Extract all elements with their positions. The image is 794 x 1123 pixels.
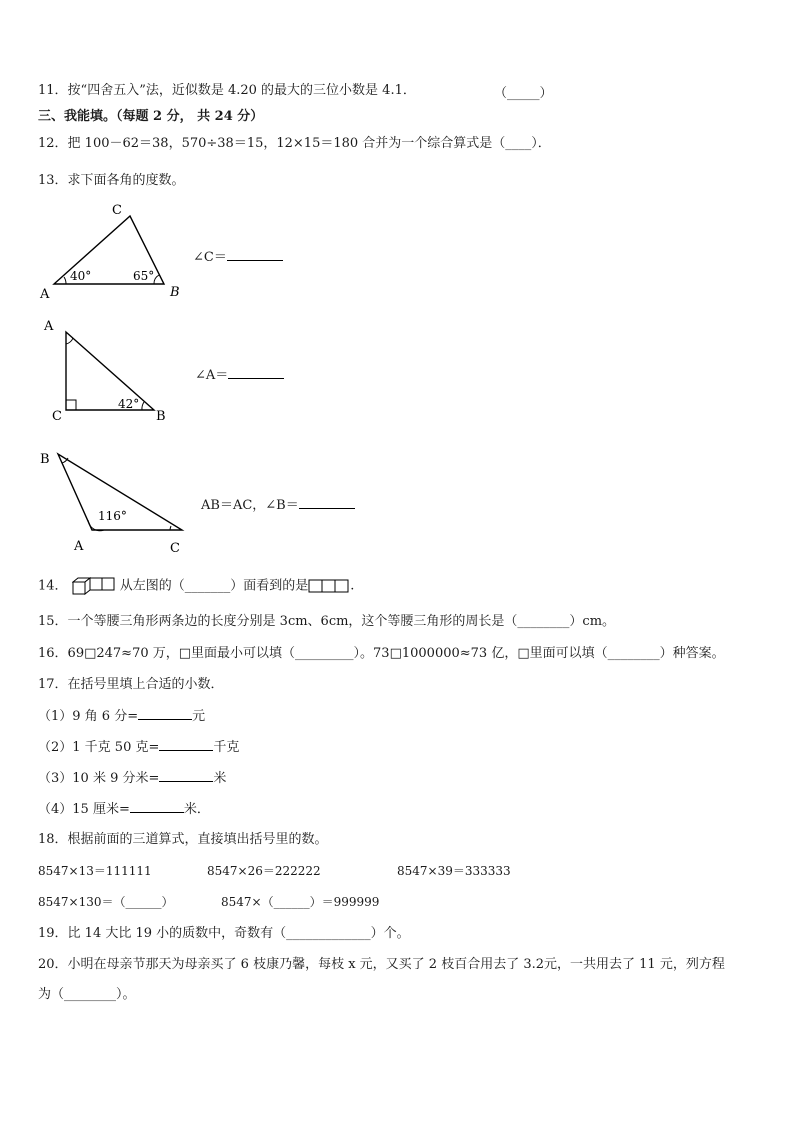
triangle-3-answer-label: AB＝AC，∠B＝ (201, 498, 299, 513)
question-17-item-2: （2）1 千克 50 克= 千克 (38, 740, 240, 755)
triangle-1-figure (36, 198, 196, 302)
question-16: 16．69□247≈70 万，□里面最小可以填（_________）。73□1000000≈73 亿，□里面可以填（________）种答案。 (38, 646, 725, 661)
triangle-3-vertex-b: B (40, 452, 50, 467)
triangle-3-angle-a-label: 116° (98, 509, 127, 523)
triangle-3-vertex-c: C (170, 541, 180, 556)
triangle-3-answer-blank[interactable] (299, 496, 355, 509)
question-14 (38, 577, 354, 596)
question-17-item-1: （1）9 角 6 分= 元 (38, 709, 206, 724)
question-13: 13．求下面各角的度数。 (38, 173, 185, 188)
triangle-2-angle-b-arc (142, 402, 144, 410)
triangle-3-answer (201, 494, 355, 513)
triangle-2-right-angle-mark (66, 400, 76, 410)
triangle-1-angle-a-arc (64, 277, 66, 284)
question-17: 17．在括号里填上合适的小数． (38, 677, 224, 692)
question-17-item-4: （4）15 厘米= 米． (38, 802, 210, 817)
three-squares-view-icon (308, 579, 350, 593)
triangle-1-angle-b-arc (154, 275, 159, 284)
question-17-item-3: （3）10 米 9 分米= 米 (38, 771, 227, 786)
question-11-answer-paren: （_____） (494, 86, 553, 101)
triangle-2-vertex-a: A (44, 319, 54, 334)
triangle-1-vertex-c: C (112, 203, 122, 218)
triangle-3-vertex-a: A (74, 539, 84, 554)
question-18-eq-5: 8547×（______）＝999999 (221, 895, 380, 909)
triangle-1-answer-label: ∠C＝ (193, 250, 227, 265)
question-15: 15．一个等腰三角形两条边的长度分别是 3cm、6cm，这个等腰三角形的周长是（________）cm。 (38, 614, 616, 629)
triangle-1-answer (193, 246, 283, 265)
triangle-1-angle-b-label: 65° (133, 269, 155, 283)
triangle-1-vertex-a: A (40, 287, 50, 302)
question-17-item-4-blank[interactable] (130, 800, 184, 813)
triangle-2-angle-a-arc (66, 338, 73, 344)
question-11-text: 11．按“四舍五入”法，近似数是 4.20 的最大的三位小数是 4.1． (38, 83, 416, 98)
triangle-2-vertex-c: C (52, 409, 62, 424)
question-17-item-1-blank[interactable] (138, 707, 192, 720)
triangle-3-figure (36, 446, 196, 558)
question-18-eq-1: 8547×13＝111111 (38, 864, 152, 878)
question-20-line-2: 为（________）。 (38, 987, 136, 1002)
triangle-2-answer-blank[interactable] (228, 366, 284, 379)
question-18-eq-3: 8547×39＝333333 (397, 864, 511, 878)
triangle-2-shape (66, 332, 154, 410)
triangle-2-answer (195, 364, 284, 383)
triangle-2-angle-b-label: 42° (118, 397, 140, 411)
question-14-number: 14． (38, 578, 68, 594)
question-17-item-2-blank[interactable] (159, 738, 213, 751)
question-20-line-1: 20．小明在母亲节那天为母亲买了 6 枝康乃馨，每枝 x 元，又买了 2 枝百合用去了 3.2元，一共用去了 11 元，列方程 (38, 957, 725, 972)
question-14-suffix: . (350, 578, 355, 594)
triangle-2-vertex-b: B (156, 409, 166, 424)
triangle-2-figure (36, 316, 176, 428)
question-18: 18．根据前面的三道算式，直接填出括号里的数。 (38, 832, 328, 847)
question-14-text: 从左图的（_______）面看到的是 (119, 578, 309, 594)
cube-stack-icon (72, 577, 120, 595)
question-11 (38, 82, 416, 100)
triangle-1-angle-a-label: 40° (70, 269, 92, 283)
question-12: 12．把 100－62＝38，570÷38＝15，12×15＝180 合并为一个综合算式是（____）． (38, 136, 551, 151)
question-18-eq-2: 8547×26＝222222 (207, 864, 321, 878)
triangle-2-answer-label: ∠A＝ (195, 368, 229, 383)
question-19: 19．比 14 大比 19 小的质数中，奇数有（_____________）个。 (38, 926, 410, 941)
question-18-eq-4: 8547×130＝（______） (38, 895, 174, 909)
triangle-1-vertex-b: B (170, 285, 180, 300)
triangle-1-answer-blank[interactable] (227, 248, 283, 261)
section-3-heading: 三、我能填。（每题 2 分， 共 24 分） (38, 109, 264, 124)
question-17-item-3-blank[interactable] (159, 769, 213, 782)
